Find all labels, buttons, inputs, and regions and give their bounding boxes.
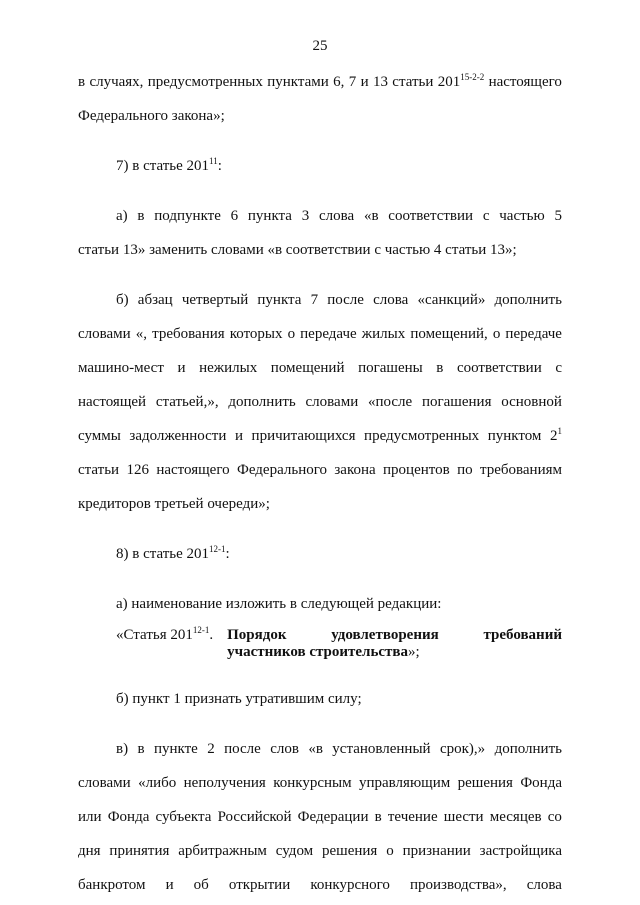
word: об (193, 877, 209, 893)
article-title (227, 627, 562, 666)
word: банкротом (78, 877, 146, 893)
word: слова (373, 292, 409, 308)
word: погашения (421, 394, 492, 410)
word: статьей,», (155, 394, 219, 410)
word: установленный (332, 741, 431, 757)
document-body (78, 65, 562, 902)
word: машино-мест (78, 360, 164, 376)
word: 13 (372, 74, 388, 90)
paragraph-line: статьи 13» заменить словами «в соответствии с частью 4 статьи 13»; (78, 242, 517, 258)
superscript: 15-2-2 (460, 72, 485, 82)
word: слова (318, 208, 355, 224)
text: : (217, 158, 222, 174)
word: и (165, 877, 174, 893)
word: в (374, 809, 382, 825)
word: течение (387, 809, 438, 825)
word: и (177, 360, 186, 376)
word: помещений, (410, 326, 488, 342)
text: »; (408, 644, 420, 660)
word: принятия (109, 843, 170, 859)
word: частью (499, 208, 545, 224)
word: в (137, 208, 145, 224)
word: решения (457, 775, 513, 791)
word: требований (483, 627, 562, 643)
word: или (78, 809, 102, 825)
word: соответствии (456, 360, 542, 376)
superscript: 11 (209, 156, 218, 166)
word: 2 (207, 741, 215, 757)
text: . (209, 627, 214, 643)
word: 7 (310, 292, 319, 308)
word: неполучения (183, 775, 266, 791)
word: Порядок (227, 627, 287, 643)
word: настоящего (156, 462, 230, 478)
paragraph-line (78, 419, 562, 453)
word: погашены (358, 360, 423, 376)
word: помещений (270, 360, 345, 376)
word: признании (402, 843, 471, 859)
word: о (492, 326, 501, 342)
word: пункта (257, 292, 302, 308)
word: суммы (78, 428, 121, 444)
text: 7) в статье 201 (116, 158, 210, 174)
word: дополнить (494, 741, 562, 757)
article-title-line: участников строительства (227, 644, 409, 660)
paragraph-line (78, 868, 562, 902)
word: после (224, 741, 261, 757)
word: пункта (247, 208, 292, 224)
word: передаче (300, 326, 357, 342)
paragraph-line: Федерального закона»; (78, 108, 225, 124)
word: со (547, 809, 562, 825)
word: настоящего (488, 74, 562, 90)
word: управляющим (358, 775, 451, 791)
paragraph-line (78, 834, 562, 868)
word: и (360, 74, 369, 90)
paragraph-line: а) наименование изложить в следующей редакции: (116, 596, 442, 612)
word: пунктами (267, 74, 329, 90)
word: причитающихся (251, 428, 356, 444)
word: нежилых (199, 360, 258, 376)
word: месяцев (489, 809, 542, 825)
word: конкурсным (273, 775, 352, 791)
text: «Статья 201 (116, 627, 193, 643)
word: задолженности (129, 428, 227, 444)
word: 6, (333, 74, 345, 90)
paragraph-line (78, 199, 562, 233)
word: жилых (361, 326, 406, 342)
word: открытии (228, 877, 291, 893)
word: четвертый (181, 292, 249, 308)
word: удовлетворения (331, 627, 439, 643)
word: абзац (137, 292, 173, 308)
word: 126 (126, 462, 149, 478)
word: настоящей (78, 394, 147, 410)
word: Российской (217, 809, 292, 825)
paragraph-line (78, 385, 562, 419)
word: статьи (78, 462, 120, 478)
word: подпункте (154, 208, 221, 224)
word: соответствии (388, 208, 474, 224)
word: случаях, (89, 74, 144, 90)
word: 6 (230, 208, 239, 224)
word: слова (526, 877, 562, 893)
word: б) (116, 292, 129, 308)
paragraph-line (78, 732, 562, 766)
word: словами (78, 775, 131, 791)
paragraph-line: кредиторов третьей очереди»; (78, 496, 270, 512)
article-prefix (116, 627, 227, 666)
word: 7 (348, 74, 357, 90)
word: шести (443, 809, 484, 825)
superscript: 1 (557, 426, 562, 436)
word: судом (275, 843, 314, 859)
word: с (482, 208, 490, 224)
paragraph-line (78, 453, 562, 487)
word: 3 (301, 208, 310, 224)
word: после (327, 292, 364, 308)
word: дополнить (228, 394, 296, 410)
word: словами (78, 326, 131, 342)
word: Фонда (107, 809, 150, 825)
word: «в (308, 741, 323, 757)
word: дня (78, 843, 101, 859)
text: : (225, 546, 230, 562)
word: пункте (153, 741, 198, 757)
word: «после (368, 394, 413, 410)
word: предусмотренных (364, 428, 480, 444)
word: и (234, 428, 243, 444)
word: производства», (409, 877, 507, 893)
paragraph-line (78, 351, 562, 385)
word: словами (305, 394, 359, 410)
word: в (78, 74, 86, 90)
word: арбитражным (178, 843, 267, 859)
word: основной (501, 394, 562, 410)
word: процентов (383, 462, 450, 478)
superscript: 12-1 (192, 625, 210, 635)
word: конкурсного (310, 877, 390, 893)
word: срок),» (439, 741, 486, 757)
word: слов (270, 741, 299, 757)
word: передаче (505, 326, 562, 342)
word: $2^1$ (550, 426, 562, 444)
word: застройщика (479, 843, 562, 859)
paragraph-line (78, 283, 562, 317)
article-title-line (227, 627, 562, 644)
word: в) (116, 741, 129, 757)
paragraph-line (78, 800, 562, 834)
paragraph-line (78, 766, 562, 800)
word: предусмотренных (147, 74, 263, 90)
word: а) (116, 208, 128, 224)
word: в (436, 360, 444, 376)
word: пунктом (487, 428, 542, 444)
paragraph-heading (78, 537, 562, 571)
word: «в (363, 208, 379, 224)
word: о (386, 843, 394, 859)
word: Федерального (236, 462, 328, 478)
word: которых (229, 326, 283, 342)
word: «либо (138, 775, 177, 791)
superscript: 12-1 (209, 544, 226, 554)
paragraph-line (78, 65, 562, 99)
word: «санкций» (417, 292, 486, 308)
word: с (555, 360, 562, 376)
paragraph-line (78, 317, 562, 351)
word: о (287, 326, 296, 342)
paragraph-heading (78, 149, 562, 183)
word: Федерации (297, 809, 369, 825)
word: требованиям (479, 462, 562, 478)
word: в (137, 741, 145, 757)
word: требования (152, 326, 225, 342)
page-number: 25 (312, 38, 328, 54)
text: 8) в статье 201 (116, 546, 210, 562)
article-title-block (116, 621, 562, 666)
word: по (457, 462, 473, 478)
word: Фонда (520, 775, 562, 791)
word: статьи (392, 74, 434, 90)
word: 5 (554, 208, 562, 224)
word: закона (334, 462, 376, 478)
word: решения (322, 843, 378, 859)
word: субъекта (155, 809, 212, 825)
word: «, (135, 326, 148, 342)
word: 201$^{15-2-2}$ (437, 72, 485, 90)
paragraph-line: б) пункт 1 признать утратившим силу; (116, 691, 362, 707)
word: дополнить (494, 292, 562, 308)
